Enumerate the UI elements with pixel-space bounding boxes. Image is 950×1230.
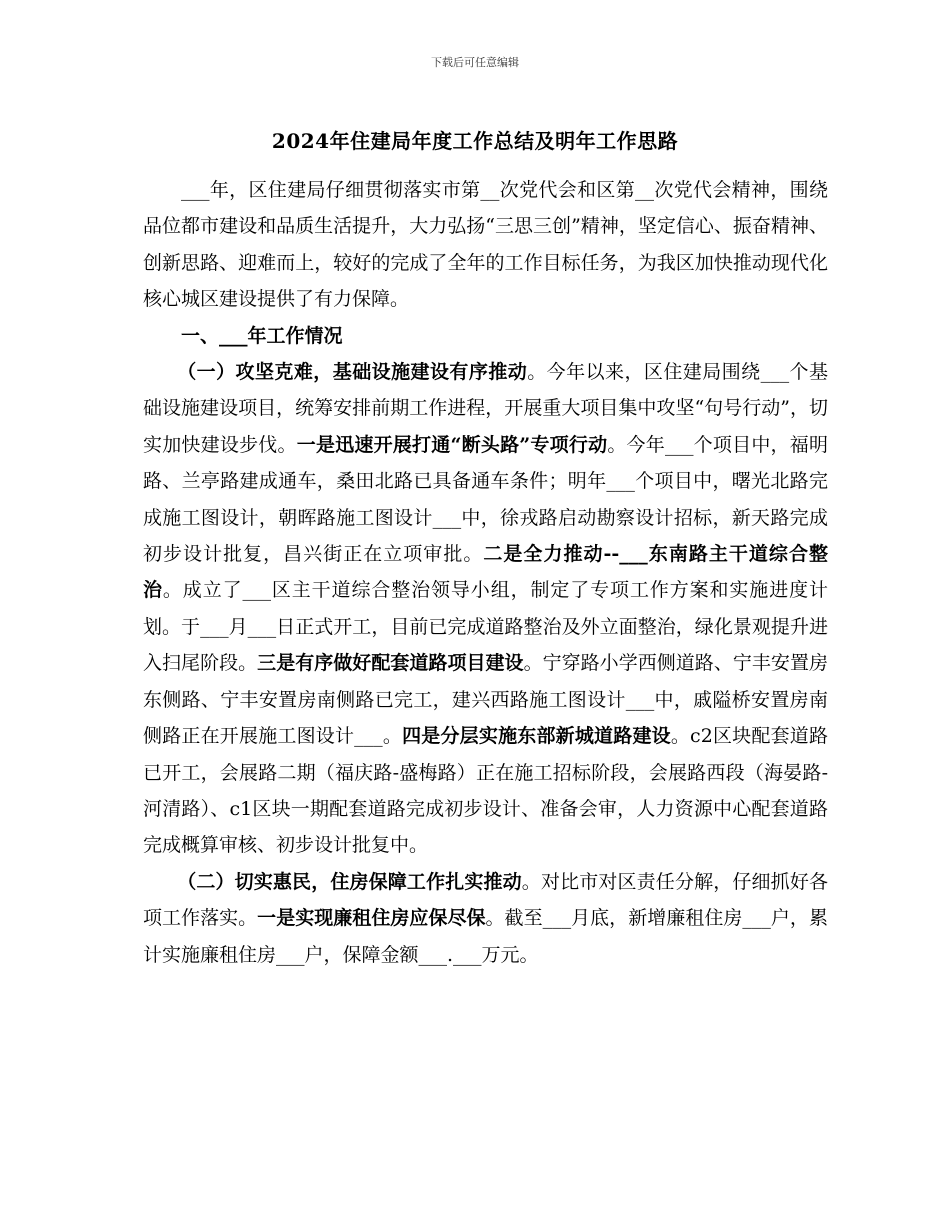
point-text: 。c2区块配套道路已开工，会展路二期（福庆路-盛梅路）正在施工招标阶段，会展路西段（海晏路-河清路）、c1区块一期配套道路完成初步设计、准备会审，人力资源中心配套道路完成概算审核、初步设计批复中。 — [143, 725, 828, 857]
point-text: 。成立了___区主干道综合整治领导小组，制定了专项工作方案和实施进度计划。于___月___日正式开工，目前已完成道路整治及外立面整治，绿化景观提升进入扫尾阶段。 — [143, 579, 828, 675]
section-heading: 一、___年工作情况 — [181, 324, 343, 347]
paragraph-infrastructure — [143, 354, 828, 864]
paragraph-heading: （一）攻坚克难，基础设施建设有序推动 — [177, 361, 528, 384]
point-text: 。今年___个项目中，福明路、兰亭路建成通车，桑田北路已具备通车条件；明年___个项目中，曙光北路完成施工图设计，朝晖路施工图设计___中，徐戎路启动勘察设计招标，新天路完成初步设计批复，昌兴街正在立项审批。 — [143, 433, 828, 566]
intro-paragraph: ___年，区住建局仔细贯彻落实市第__次党代会和区第__次党代会精神，围绕品位都市建设和品质生活提升，大力弘扬“三思三创”精神，坚定信心、振奋精神、创新思路、迎难而上，较好的完成了全年的工作目标任务，为我区加快推动现代化核心城区建设提供了有力保障。 — [143, 179, 828, 311]
point-heading: 三是有序做好配套道路项目建设 — [257, 652, 524, 675]
point-text: 。截至___月底，新增廉租住房___户，累计实施廉租住房___户，保障金额___.___万元。 — [143, 907, 828, 966]
point-text: 。宁穿路小学西侧道路、宁丰安置房东侧路、宁丰安置房南侧路已完工，建兴西路施工图设计___中，戚隘桥安置房南侧路正在开展施工图设计___。 — [143, 652, 828, 748]
point-heading: 二是全力推动--___东南路主干道综合整治 — [143, 543, 828, 602]
header-note: 下载后可任意编辑 — [431, 56, 519, 69]
point-heading: 四是分层实施东部新城道路建设 — [402, 725, 671, 748]
point-heading: 一是迅速开展打通“断头路”专项行动 — [296, 433, 608, 456]
paragraph-text: 。今年以来，区住建局围绕___个基础设施建设项目，统筹安排前期工作进程，开展重大项目集中攻坚“句号行动”，切实加快建设步伐。 — [143, 361, 828, 456]
document-body — [143, 172, 828, 973]
document-title: 2024年住建局年度工作总结及明年工作思路 — [271, 129, 679, 153]
paragraph-housing — [143, 864, 828, 973]
paragraph-heading: （二）切实惠民，住房保障工作扎实推动 — [177, 870, 522, 893]
paragraph-text: 。对比市对区责任分解，仔细抓好各项工作落实。 — [143, 870, 828, 930]
point-heading: 一是实现廉租住房应保尽保 — [257, 907, 486, 930]
